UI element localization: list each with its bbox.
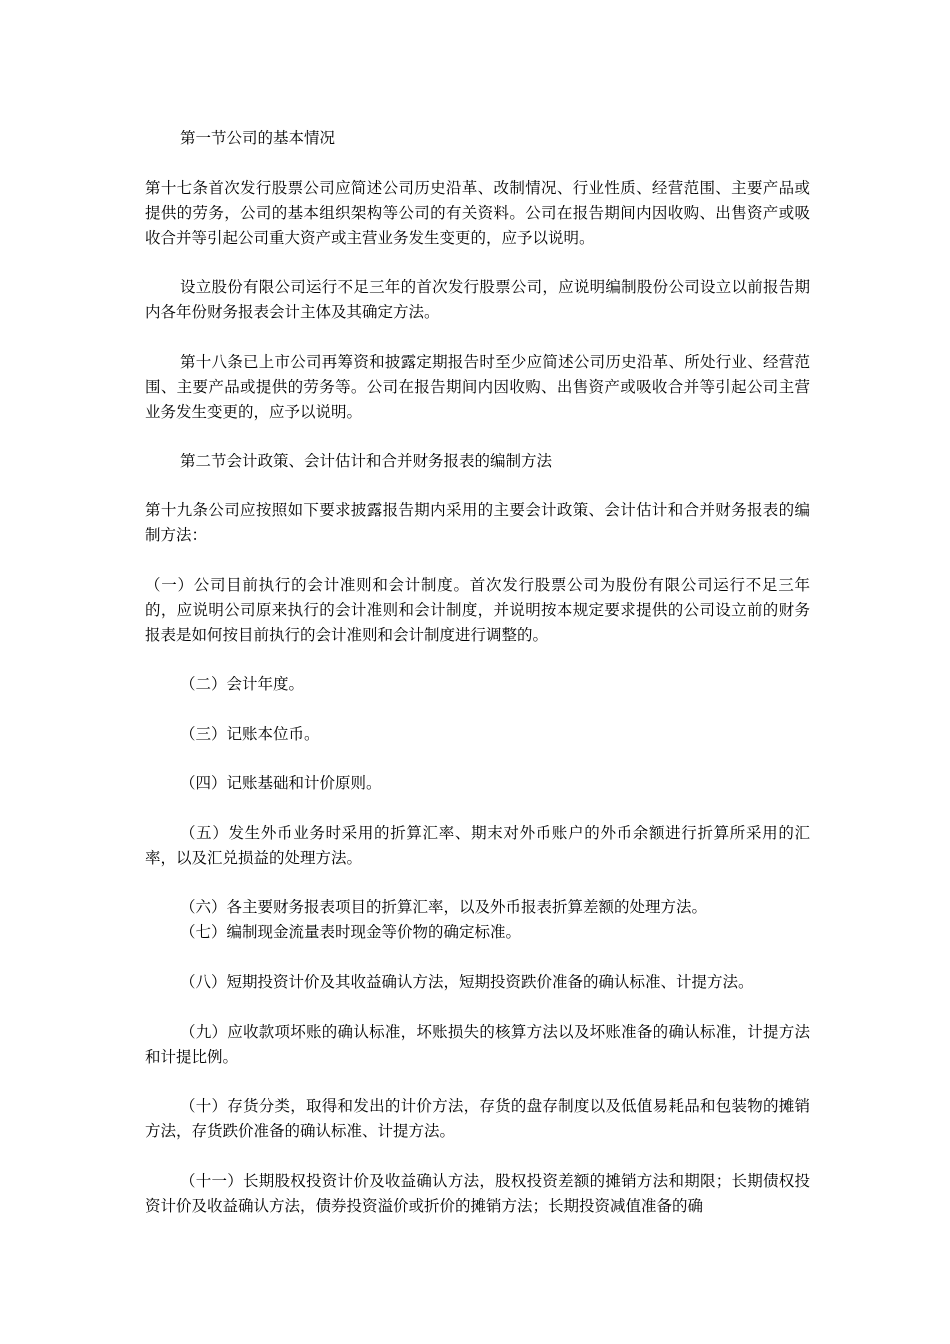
list-item-9: （九）应收款项坏账的确认标准，坏账损失的核算方法以及坏账准备的确认标准，计提方法和计提比例。 [145, 1023, 810, 1066]
paragraph-setup-company: 设立股份有限公司运行不足三年的首次发行股票公司，应说明编制股份公司设立以前报告期内各年份财务报表会计主体及其确定方法。 [145, 278, 810, 321]
list-item-7: （七）编制现金流量表时现金等价物的确定标准。 [180, 923, 522, 941]
list-item-6: （六）各主要财务报表项目的折算汇率，以及外币报表折算差额的处理方法。 [180, 898, 708, 916]
list-item-11: （十一）长期股权投资计价及收益确认方法，股权投资差额的摊销方法和期限；长期债权投资计价及收益确认方法，债券投资溢价或折价的摊销方法；长期投资减值准备的确 [145, 1172, 810, 1215]
list-item-8: （八）短期投资计价及其收益确认方法，短期投资跌价准备的确认标准、计提方法。 [180, 973, 754, 991]
list-item-4: （四）记账基础和计价原则。 [180, 774, 382, 792]
article-19-paragraph: 第十九条公司应按照如下要求披露报告期内采用的主要会计政策、会计估计和合并财务报表的编制方法： [145, 501, 810, 544]
list-item-1: （一）公司目前执行的会计准则和会计制度。首次发行股票公司为股份有限公司运行不足三年的，应说明公司原来执行的会计准则和会计制度，并说明按本规定要求提供的公司设立前的财务报表是如何按目前执行的会计准则和会计制度进行调整的。 [145, 576, 810, 644]
list-item-2: （二）会计年度。 [180, 675, 305, 693]
list-item-5: （五）发生外币业务时采用的折算汇率、期末对外币账户的外币余额进行折算所采用的汇率，以及汇兑损益的处理方法。 [145, 824, 810, 867]
section-heading-2: 第二节会计政策、会计估计和合并财务报表的编制方法 [180, 452, 553, 470]
article-17-paragraph: 第十七条首次发行股票公司应简述公司历史沿革、改制情况、行业性质、经营范围、主要产品或提供的劳务，公司的基本组织架构等公司的有关资料。公司在报告期间内因收购、出售资产或吸收合并等引起公司重大资产或主营业务发生变更的，应予以说明。 [145, 179, 810, 247]
section-heading-1: 第一节公司的基本情况 [180, 129, 336, 147]
article-18-paragraph: 第十八条已上市公司再筹资和披露定期报告时至少应简述公司历史沿革、所处行业、经营范围、主要产品或提供的劳务等。公司在报告期间内因收购、出售资产或吸收合并等引起公司主营业务发生变更的，应予以说明。 [145, 353, 810, 421]
list-item-3: （三）记账本位币。 [180, 725, 320, 743]
list-item-10: （十）存货分类，取得和发出的计价方法，存货的盘存制度以及低值易耗品和包装物的摊销方法，存货跌价准备的确认标准、计提方法。 [145, 1097, 810, 1140]
